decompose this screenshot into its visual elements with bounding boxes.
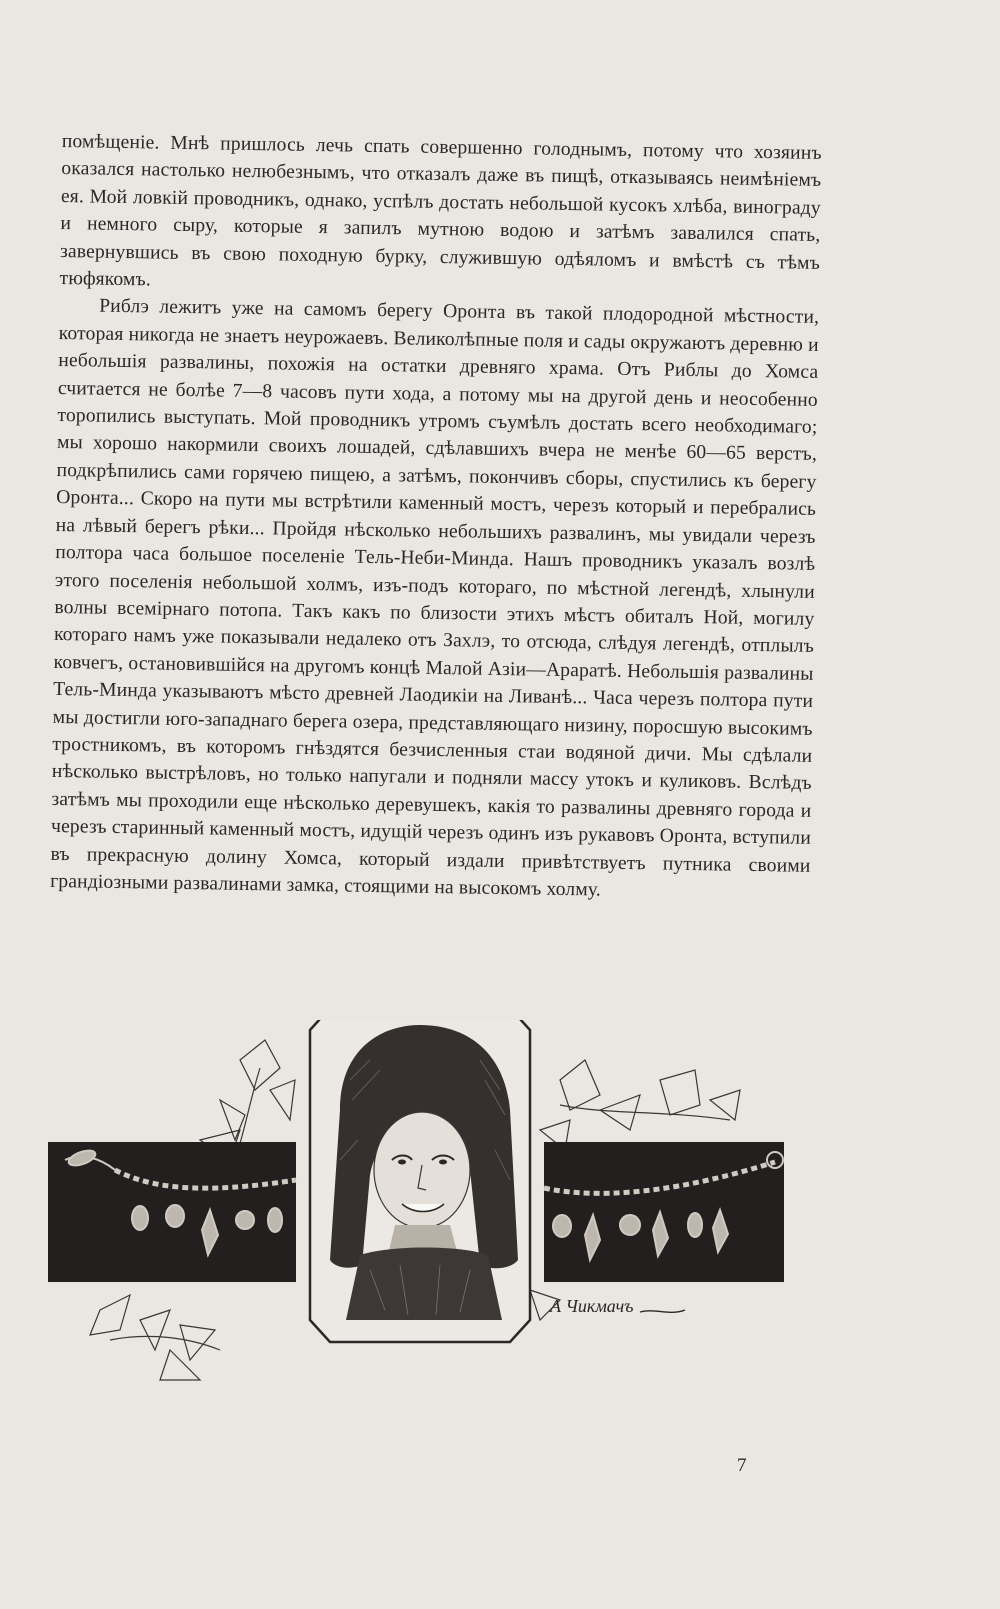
right-dark-band: [544, 1142, 784, 1282]
body-text: [50, 128, 822, 907]
page-number: 7: [737, 1455, 747, 1476]
artist-signature: А Чикмачъ: [550, 1296, 634, 1316]
paragraph: Риблэ лежитъ уже на самомъ берегу Оронта въ такой плодородной мѣстности, которая никогда не знаетъ неурожаевъ. Великолѣпные поля и сады окружаютъ деревню и небольшія развалины, похожія на остатки древняго храма. Отъ Риблы до Хомса считается не болѣе 7—8 часовъ пути хода, а потому мы на другой день и неособенно торопились выступать. Мой проводникъ утромъ съумѣлъ достать всего необходимаго; мы хорошо накормили своихъ лошадей, сдѣлавшихъ вчера не менѣе 60—65 верстъ, подкрѣпились сами горячею пищею, а затѣмъ, покончивъ сборы, спустились къ берегу Оронта... Скоро на пути мы встрѣтили каменный мостъ, черезъ который и перебрались на лѣвый берегъ рѣки... Пройдя нѣсколько небольшихъ развалинъ, мы увидали черезъ полтора часа большое поселеніе Тель-Неби-Минда. Нашъ проводникъ указалъ возлѣ этого поселенія небольшой холмъ, изъ-подъ котораго, по мѣстной легендѣ, хлынули волны всемірнаго потопа. Такъ какъ по близости этихъ мѣстъ обиталъ Ной, могилу котораго намъ уже показывали недалеко отъ Захлэ, то отсюда, слѣдуя легендѣ, отплылъ ковчегъ, остановившійся на другомъ концѣ Малой Азіи—Араратѣ. Небольшія развалины Тель-Минда указываютъ мѣсто древней Лаодикіи на Ливанѣ... Часа черезъ полтора пути мы достигли юго-западнаго берега озера, представляющаго низину, поросшую высокимъ тростникомъ, въ которомъ гнѣздятся безчисленныя стаи водяной дичи. Мы сдѣлали нѣсколько выстрѣловъ, но только напугали и подняли массу утокъ и куликовъ. Вслѣдъ затѣмъ мы проходили еще нѣсколько деревушекъ, какія то развалины древняго города и черезъ старинный каменный мостъ, идущій черезъ одинъ изъ рукавовъ Оронта, вступили въ прекрасную долину Хомса, который издали привѣтствуетъ путника своими грандіозными развалинами замка, стоящими на высокомъ холму.: [50, 296, 820, 901]
paragraph: помѣщеніе. Мнѣ пришлось лечь спать совершенно голоднымъ, потому что хозяинъ оказался настолько нелюбезнымъ, что отказалъ даже въ пищѣ, отказываясь неимѣніемъ ея. Мой ловкій проводникъ, однако, успѣлъ достать небольшой кусокъ хлѣба, винограду и немного сыру, которые я запилъ мутною водою и затѣмъ завалился спать, завернувшись въ свою походную бурку, служившую одѣяломъ и вмѣстѣ съ тѣмъ тюфякомъ.: [59, 130, 822, 291]
decorative-illustration: [40, 1020, 810, 1420]
portrait-of-woman: [330, 1025, 518, 1320]
illustration-svg: [40, 1020, 810, 1420]
